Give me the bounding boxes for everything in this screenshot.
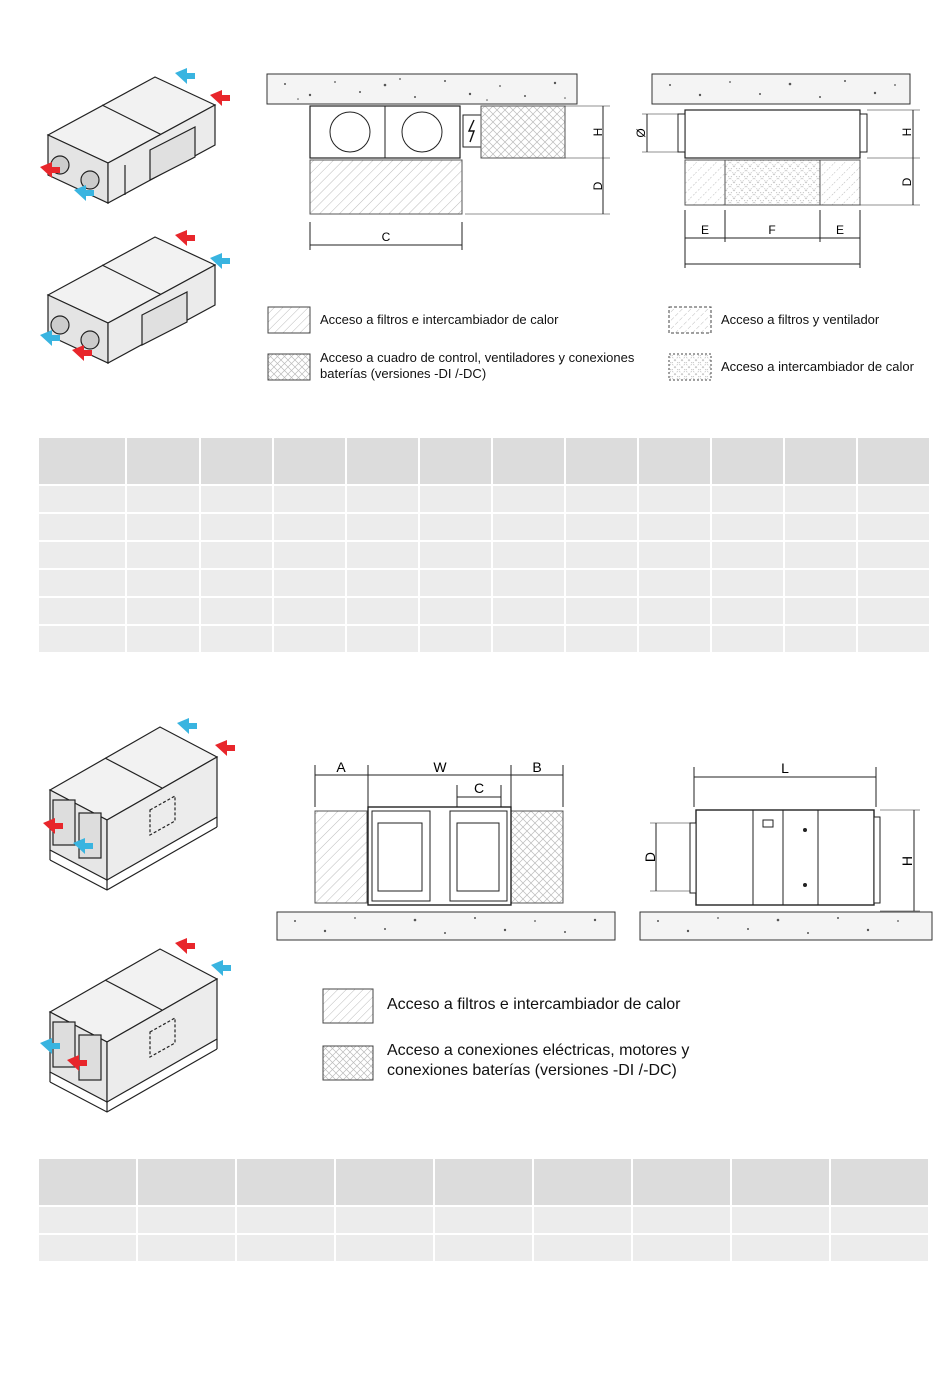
- table-cell: [39, 1235, 136, 1261]
- table-cell: [274, 438, 345, 484]
- legend-label: Acceso a conexiones eléctricas, motores y conexiones baterías (versiones -DI /-DC): [387, 1042, 690, 1079]
- table-cell: [639, 486, 710, 512]
- legend-swatch-cross: [322, 1045, 374, 1081]
- table-cell: [493, 514, 564, 540]
- floor-unit-iso-1: [50, 727, 217, 890]
- table-cell: [39, 1207, 136, 1233]
- table-cell: [493, 626, 564, 652]
- table-cell: [712, 438, 783, 484]
- table-cell: [712, 598, 783, 624]
- dimensions-table-2: [37, 1157, 930, 1263]
- ceiling-unit-iso-2: [48, 237, 215, 363]
- table-cell: [127, 570, 199, 596]
- supply-arrow-icon: [175, 230, 195, 246]
- exhaust-arrow-icon: [177, 718, 197, 734]
- table-cell: [858, 570, 929, 596]
- floor-unit-iso-2: [50, 949, 217, 1112]
- table-cell: [201, 598, 272, 624]
- table-cell: [712, 626, 783, 652]
- table-cell: [732, 1207, 829, 1233]
- table-cell: [785, 570, 856, 596]
- table-cell: [633, 1207, 730, 1233]
- dim-d-label: D: [591, 181, 605, 191]
- table-cell: [493, 542, 564, 568]
- table-cell: [639, 598, 710, 624]
- table-cell: [858, 542, 929, 568]
- table-cell: [566, 626, 637, 652]
- table-cell: [493, 570, 564, 596]
- ceiling-unit-side-view: [265, 70, 620, 260]
- table-row: [39, 1207, 928, 1233]
- table-row: [39, 570, 929, 596]
- table-row: [39, 542, 929, 568]
- table-cell: [127, 438, 199, 484]
- dim-e-left-label: E: [700, 223, 710, 237]
- exhaust-arrow-icon: [211, 960, 231, 976]
- table-cell: [785, 438, 856, 484]
- legend-swatch-diagonal: [267, 306, 311, 334]
- table-cell: [39, 626, 125, 652]
- table-cell: [127, 598, 199, 624]
- table-cell: [712, 542, 783, 568]
- table-cell: [138, 1207, 235, 1233]
- table-cell: [858, 598, 929, 624]
- dim-d-label: D: [900, 177, 914, 187]
- table-cell: [785, 514, 856, 540]
- table-cell: [420, 626, 491, 652]
- table-cell: [347, 598, 418, 624]
- dim-l-label: L: [781, 760, 789, 776]
- table-cell: [420, 514, 491, 540]
- legend-label: Acceso a filtros e intercambiador de calor: [320, 312, 559, 327]
- table-cell: [127, 542, 199, 568]
- supply-arrow-icon: [175, 938, 195, 954]
- legend-swatch-diagonal-dashed: [668, 306, 712, 334]
- table-cell: [39, 438, 125, 484]
- table-cell: [274, 570, 345, 596]
- table-cell: [858, 626, 929, 652]
- table-cell: [493, 438, 564, 484]
- table-cell: [435, 1235, 532, 1261]
- ceiling-unit-end-view: [630, 70, 930, 270]
- dim-h-label: H: [591, 127, 605, 137]
- legend-label: Acceso a filtros e intercambiador de calor: [387, 996, 681, 1013]
- table-cell: [274, 626, 345, 652]
- exhaust-arrow-icon: [175, 68, 195, 84]
- table-cell: [420, 542, 491, 568]
- floor-unit-front-view: [275, 755, 620, 945]
- table-cell: [633, 1159, 730, 1205]
- table-cell: [712, 514, 783, 540]
- dimensions-table-1: [37, 436, 931, 654]
- table-cell: [39, 1159, 136, 1205]
- legend-swatch-cross: [267, 353, 311, 381]
- table-cell: [858, 514, 929, 540]
- dim-f-label: F: [768, 223, 776, 237]
- table-cell: [858, 486, 929, 512]
- table-cell: [785, 598, 856, 624]
- table-cell: [639, 570, 710, 596]
- table-cell: [566, 514, 637, 540]
- table-cell: [420, 598, 491, 624]
- dim-w-label: W: [433, 759, 447, 775]
- table-cell: [237, 1159, 334, 1205]
- table-cell: [566, 570, 637, 596]
- table-cell: [336, 1235, 433, 1261]
- table-cell: [39, 542, 125, 568]
- table-cell: [633, 1235, 730, 1261]
- table-cell: [435, 1159, 532, 1205]
- table-cell: [274, 598, 345, 624]
- ceiling-unit-iso-1: [48, 77, 215, 203]
- table-cell: [336, 1207, 433, 1233]
- table-cell: [858, 438, 929, 484]
- table-cell: [237, 1207, 334, 1233]
- table-cell: [732, 1235, 829, 1261]
- legend-swatch-dotted-cross: [668, 353, 712, 381]
- table-cell: [201, 626, 272, 652]
- table-cell: [201, 570, 272, 596]
- table-cell: [201, 438, 272, 484]
- table-cell: [712, 570, 783, 596]
- dim-h-label: H: [899, 855, 915, 867]
- table-row: [39, 598, 929, 624]
- table-cell: [39, 570, 125, 596]
- dim-h-label: H: [900, 127, 914, 137]
- legend-label: Acceso a cuadro de control, ventiladores y conexiones baterías (versiones -DI /-DC): [320, 350, 635, 381]
- table-cell: [435, 1207, 532, 1233]
- table-cell: [127, 514, 199, 540]
- table-cell: [785, 542, 856, 568]
- table-cell: [201, 542, 272, 568]
- table-cell: [831, 1159, 928, 1205]
- legend-swatch-diagonal: [322, 988, 374, 1024]
- table-cell: [420, 438, 491, 484]
- table-cell: [566, 542, 637, 568]
- table-cell: [237, 1235, 334, 1261]
- table-cell: [712, 486, 783, 512]
- table-header-row: [39, 1159, 928, 1205]
- table-cell: [39, 598, 125, 624]
- table-cell: [732, 1159, 829, 1205]
- dim-e-right-label: E: [835, 223, 845, 237]
- table-cell: [347, 514, 418, 540]
- table-cell: [534, 1159, 631, 1205]
- table-cell: [639, 438, 710, 484]
- table-row: [39, 514, 929, 540]
- table-cell: [138, 1235, 235, 1261]
- table-cell: [420, 486, 491, 512]
- table-cell: [639, 542, 710, 568]
- table-row: [39, 626, 929, 652]
- table-cell: [39, 486, 125, 512]
- table-cell: [274, 486, 345, 512]
- ceiling-unit-isometric-views: [30, 65, 255, 385]
- floor-unit-isometric-views: [35, 715, 245, 1115]
- dim-a-label: A: [336, 759, 346, 775]
- dim-diameter-label: Ø: [634, 128, 648, 138]
- table-cell: [639, 626, 710, 652]
- dim-c-label: C: [473, 780, 485, 796]
- table-cell: [127, 486, 199, 512]
- table-cell: [566, 486, 637, 512]
- table-cell: [347, 542, 418, 568]
- dim-b-label: B: [532, 759, 542, 775]
- table-cell: [138, 1159, 235, 1205]
- table-cell: [201, 514, 272, 540]
- dim-d-label: D: [642, 851, 658, 863]
- table-cell: [347, 486, 418, 512]
- table-row: [39, 1235, 928, 1261]
- table-cell: [347, 570, 418, 596]
- table-cell: [347, 626, 418, 652]
- table-cell: [274, 514, 345, 540]
- table-cell: [566, 438, 637, 484]
- table-cell: [534, 1207, 631, 1233]
- table-cell: [831, 1235, 928, 1261]
- table-cell: [201, 486, 272, 512]
- legend-label: Acceso a intercambiador de calor: [721, 359, 914, 374]
- table-cell: [831, 1207, 928, 1233]
- supply-arrow-icon: [215, 740, 235, 756]
- table-cell: [566, 598, 637, 624]
- floor-unit-side-view: [638, 755, 938, 945]
- table-cell: [127, 626, 199, 652]
- dim-c-label: C: [381, 230, 391, 244]
- legend-label: Acceso a filtros y ventilador: [721, 312, 880, 327]
- table-cell: [493, 486, 564, 512]
- table-cell: [785, 626, 856, 652]
- table-cell: [347, 438, 418, 484]
- table-cell: [785, 486, 856, 512]
- table-cell: [274, 542, 345, 568]
- table-cell: [534, 1235, 631, 1261]
- table-cell: [420, 570, 491, 596]
- table-row: [39, 486, 929, 512]
- table-cell: [336, 1159, 433, 1205]
- table-cell: [639, 514, 710, 540]
- table-cell: [39, 514, 125, 540]
- table-header-row: [39, 438, 929, 484]
- table-cell: [493, 598, 564, 624]
